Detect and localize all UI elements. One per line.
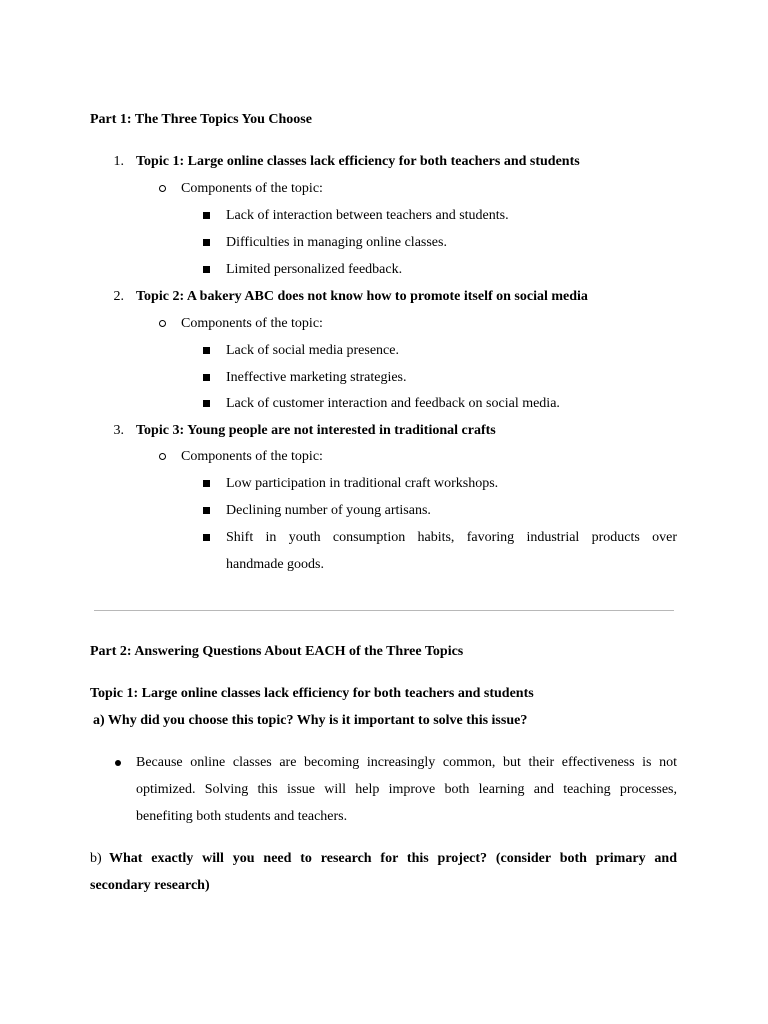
part1-heading: Part 1: The Three Topics You Choose <box>90 112 312 127</box>
topic-1-item-3: Limited personalized feedback. <box>226 262 403 277</box>
topic-3-item-2: Declining number of young artisans. <box>226 503 431 518</box>
topic-3-item-3-line-1: Shift in youth consumption habits, favoring industrial products over <box>226 530 677 545</box>
topic-2-item-2: Ineffective marketing strategies. <box>226 370 407 385</box>
section-divider <box>94 610 674 611</box>
question-a: a) Why did you choose this topic? Why is it important to solve this issue? <box>93 713 528 728</box>
topic-1-components-label: Components of the topic: <box>181 181 323 196</box>
square-bullet-icon <box>203 347 210 354</box>
topic-1-number: 1. <box>113 154 124 169</box>
topic-3-item-1: Low participation in traditional craft workshops. <box>226 476 499 491</box>
topic-3-number: 3. <box>113 423 124 438</box>
answer-a-line-3: benefiting both students and teachers. <box>136 809 348 824</box>
square-bullet-icon <box>203 480 210 487</box>
topic-2-number: 2. <box>113 289 124 304</box>
topic-1-title: Topic 1: Large online classes lack efficiency for both teachers and students <box>136 154 580 169</box>
part2-heading: Part 2: Answering Questions About EACH of the Three Topics <box>90 644 464 659</box>
topic-3-item-3-line-2: handmade goods. <box>226 557 324 572</box>
topic-1-item-1: Lack of interaction between teachers and students. <box>226 208 509 223</box>
hollow-circle-bullet-icon <box>159 453 166 460</box>
question-b-prefix: b) <box>90 851 102 866</box>
answer-a-line-1: Because online classes are becoming increasingly common, but their effectiveness is not <box>136 755 677 770</box>
answer-a-line-2: optimized. Solving this issue will help improve both learning and teaching processes, <box>136 782 677 797</box>
question-b-line-2: secondary research) <box>90 878 210 893</box>
part2-topic-heading: Topic 1: Large online classes lack efficiency for both teachers and students <box>90 686 534 701</box>
topic-3-title: Topic 3: Young people are not interested in traditional crafts <box>136 423 496 438</box>
square-bullet-icon <box>203 400 210 407</box>
square-bullet-icon <box>203 266 210 273</box>
topic-2-title: Topic 2: A bakery ABC does not know how to promote itself on social media <box>136 289 588 304</box>
hollow-circle-bullet-icon <box>159 185 166 192</box>
topic-2-item-3: Lack of customer interaction and feedback on social media. <box>226 396 560 411</box>
round-bullet-icon <box>115 760 121 766</box>
topic-2-components-label: Components of the topic: <box>181 316 323 331</box>
topic-2-item-1: Lack of social media presence. <box>226 343 399 358</box>
topic-1-item-2: Difficulties in managing online classes. <box>226 235 447 250</box>
topic-3-components-label: Components of the topic: <box>181 449 323 464</box>
square-bullet-icon <box>203 239 210 246</box>
square-bullet-icon <box>203 374 210 381</box>
question-b-line-1: What exactly will you need to research for this project? (consider both primary and <box>109 851 677 866</box>
square-bullet-icon <box>203 534 210 541</box>
square-bullet-icon <box>203 507 210 514</box>
hollow-circle-bullet-icon <box>159 320 166 327</box>
square-bullet-icon <box>203 212 210 219</box>
